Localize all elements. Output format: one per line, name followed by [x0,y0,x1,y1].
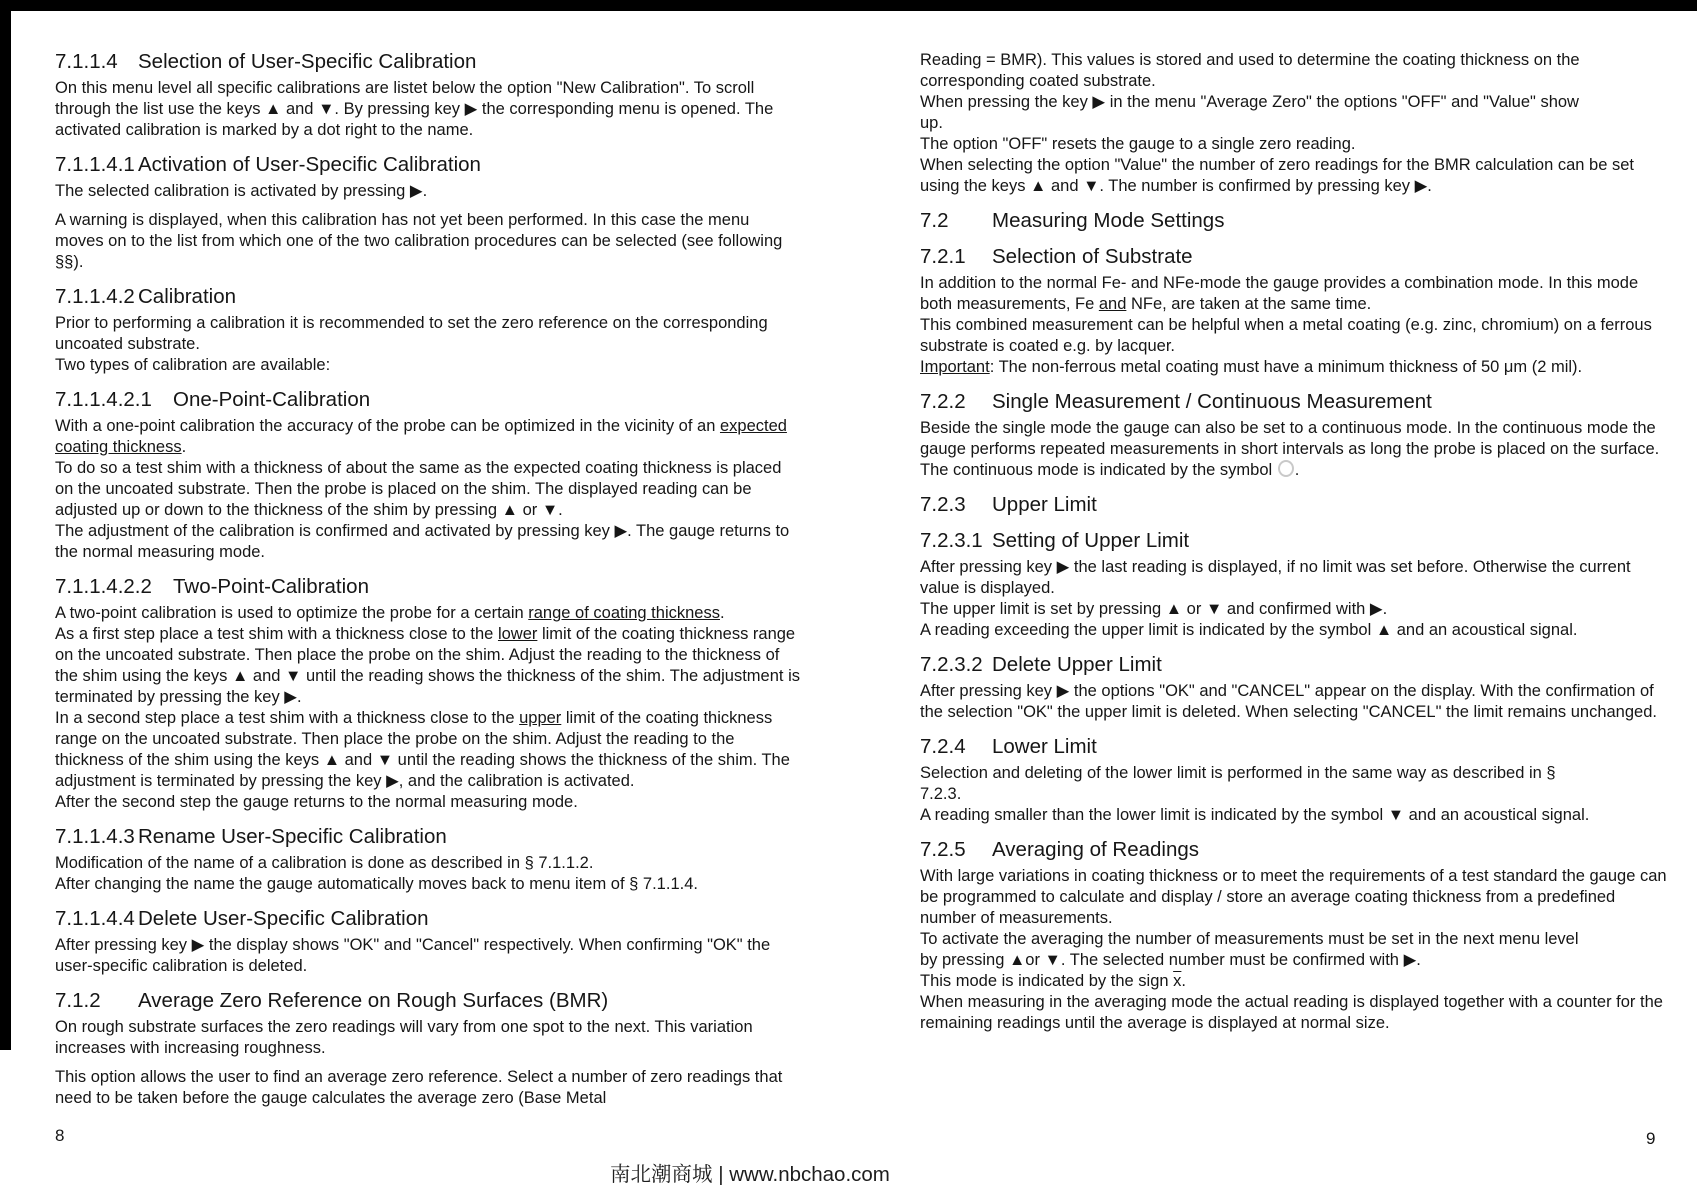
section-number: 7.1.2 [55,989,101,1012]
section-title: Rename User-Specific Calibration [138,825,447,848]
section-number: 7.2.1 [920,245,966,268]
paragraph: In addition to the normal Fe- and NFe-mode the gauge provides a combination mode. In this mode both measurements, Fe and NFe, are taken at the same time. This combined measurement can be helpful when a metal coating (e.g. zinc, chromium) on a ferrous substrate is coated e.g. by lacquer. Important: The non-ferrous metal coating must have a minimum thickness of 50 μm (2 mil). [920,274,1652,376]
section-heading [920,529,1667,553]
section-7-2-4 [920,735,1667,826]
section-heading [55,153,802,177]
section-title: Selection of User-Specific Calibration [138,50,477,73]
paragraph: Selection and deleting of the lower limit is performed in the same way as described in § 7.2.3. A reading smaller than the lower limit is indicated by the symbol ▼ and an acoustical signal. [920,764,1590,824]
section-title: Averaging of Readings [992,838,1200,861]
text-segment: range of coating thickness [528,604,720,622]
section-number: 7.2 [920,209,949,232]
section-7-2-2 [920,390,1667,481]
paragraph: The selected calibration is activated by pressing ▶. [55,182,428,200]
section-title: Lower Limit [992,735,1097,758]
text-segment: expected coating thickness [55,417,787,456]
section-heading [920,735,1667,759]
section-number: 7.1.1.4.2.2 [55,575,152,598]
paragraph: After pressing key ▶ the last reading is displayed, if no limit was set before. Otherwise the current value is displayed. The upper limit is set by pressing ▲ or ▼ and confirmed with ▶. A reading exceeding the upper limit is indicated by the symbol ▲ and an acoustical signal. [920,558,1631,639]
paragraph-continued: Reading = BMR). This values is stored and used to determine the coating thickness on the corresponding coated substrate. When pressing the key ▶ in the menu "Average Zero" the options "OFF" and "Value" show up. The option "OFF" resets the gauge to a single zero reading. When selecting the option "Value" the number of zero readings for the BMR calculation can be set using the keys ▲ and ▼. The number is confirmed by pressing key ▶. [920,51,1634,195]
left-column [55,50,802,1109]
section-heading [920,245,1667,269]
section-heading [920,838,1667,862]
section-heading [920,493,1667,517]
section-number: 7.2.3.2 [920,653,983,676]
paragraph: Beside the single mode the gauge can also be set to a continuous mode. In the continuous mode the gauge performs repeated measurements in short intervals as long the probe is placed on the surface. The continuous mode is indicated by the symbol . [920,419,1660,479]
section-title: Measuring Mode Settings [992,209,1225,232]
section-7-1-1-4-2 [55,285,802,376]
section-number: 7.1.1.4.3 [55,825,135,848]
scan-edge-left [0,0,11,1050]
section-7-1-2 [55,989,802,1109]
section-7-2-1 [920,245,1667,378]
section-title: Delete Upper Limit [992,653,1162,676]
section-7-2-3-2 [920,653,1667,723]
section-heading [55,388,802,412]
text-segment: and [1098,295,1127,313]
paragraph: On rough substrate surfaces the zero readings will vary from one spot to the next. This variation increases with increasing roughness. [55,1018,753,1057]
section-number: 7.2.4 [920,735,966,758]
section-title: Single Measurement / Continuous Measurement [992,390,1432,413]
paragraph: After pressing key ▶ the options "OK" and "CANCEL" appear on the display. With the confirmation of the selection "OK" the upper limit is deleted. When selecting "CANCEL" the limit remains unchanged. [920,682,1657,721]
paragraph: On this menu level all specific calibrations are listet below the option "New Calibration". To scroll through the list use the keys ▲ and ▼. By pressing key ▶ the corresponding menu is opened. The activated calibration is marked by a dot right to the name. [55,79,774,139]
section-7-1-1-4-3 [55,825,802,895]
section-title: Average Zero Reference on Rough Surfaces (BMR) [138,989,609,1012]
paragraph: Prior to performing a calibration it is recommended to set the zero reference on the corresponding uncoated substrate. Two types of calibration are available: [55,314,768,374]
section-heading [55,989,802,1013]
section-7-1-1-4-2-2 [55,575,802,813]
section-heading [920,390,1667,414]
paragraph: This option allows the user to find an average zero reference. Select a number of zero readings that need to be taken before the gauge calculates the average zero (Base Metal [55,1068,783,1107]
paragraph: Modification of the name of a calibration is done as described in § 7.1.1.2. After changing the name the gauge automatically moves back to menu item of § 7.1.1.4. [55,854,698,893]
section-title: One-Point-Calibration [173,388,371,411]
section-7-1-1-4-1 [55,153,802,273]
text-segment: upper [519,709,562,727]
section-heading [55,285,802,309]
section-7-2-3 [920,493,1667,517]
section-number: 7.2.3.1 [920,529,983,552]
page-number-left: 8 [55,1126,65,1145]
section-number: 7.2.2 [920,390,966,413]
section-heading [920,653,1667,677]
section-heading [55,825,802,849]
section-7-2-3-1 [920,529,1667,641]
section-heading [920,209,1667,233]
paragraph: A warning is displayed, when this calibration has not yet been performed. In this case the menu moves on to the list from which one of the two calibration procedures can be selected (see following §§). [55,211,783,271]
right-column [920,50,1667,1034]
section-title: Two-Point-Calibration [173,575,369,598]
section-number: 7.2.3 [920,493,966,516]
section-number: 7.1.1.4.1 [55,153,135,176]
watermark-footer: 南北潮商城 | www.nbchao.com [610,1163,890,1186]
paragraph: After pressing key ▶ the display shows "OK" and "Cancel" respectively. When confirming "OK" the user-specific calibration is deleted. [55,936,771,975]
section-title: Setting of Upper Limit [992,529,1190,552]
text-segment: $\overline{x}$ [1173,972,1182,990]
section-heading [55,907,802,931]
scan-edge-top [0,0,1697,11]
paragraph: With a one-point calibration the accuracy of the probe can be optimized in the vicinity of an expected coating thickness. To do so a test shim with a thickness of about the same as the expected coating thickness is placed on the uncoated substrate. Then the probe is placed on the shim. The displayed reading can be adjusted up or down to the thickness of the shim by pressing ▲ or ▼. The adjustment of the calibration is confirmed and activated by pressing key ▶. The gauge returns to the normal measuring mode. [55,417,790,561]
section-heading [55,50,802,74]
section-7-2-5 [920,838,1667,1034]
section-7-1-1-4-2-1 [55,388,802,563]
section-heading [55,575,802,599]
section-number: 7.1.1.4.4 [55,907,135,930]
continuous-mode-icon [1278,460,1294,477]
paragraph: With large variations in coating thickness or to meet the requirements of a test standard the gauge can be programmed to calculate and display / store an average coating thickness from a predefined number of measurements. To activate the averaging the number of measurements must be set in the next menu level by pressing ▲or ▼. The selected number must be confirmed with ▶. This mode is indicated by the sign $\overline{x}$. When measuring in the averaging mode the actual reading is displayed together with a counter for the remaining readings until the average is displayed at normal size. [920,867,1667,1032]
section-title: Delete User-Specific Calibration [138,907,429,930]
section-title: Selection of Substrate [992,245,1193,268]
section-7-1-1-4-4 [55,907,802,977]
text-segment: lower [497,625,538,643]
section-number: 7.1.1.4.2 [55,285,135,308]
section-7-1-1-4 [55,50,802,141]
page-number-right: 9 [1646,1129,1656,1148]
section-title: Calibration [138,285,236,308]
text-segment: Important [920,358,990,376]
section-7-2 [920,209,1667,233]
section-number: 7.1.1.4 [55,50,118,73]
section-title: Activation of User-Specific Calibration [138,153,481,176]
section-number: 7.2.5 [920,838,966,861]
section-title: Upper Limit [992,493,1097,516]
section-number: 7.1.1.4.2.1 [55,388,152,411]
paragraph: A two-point calibration is used to optimize the probe for a certain range of coating thickness. As a first step place a test shim with a thickness close to the lower limit of the coating thickness range on the uncoated substrate. Then place the probe on the shim. Adjust the reading to the thickness of the shim using the keys ▲ and ▼ until the reading shows the thickness of the shim. The adjustment is terminated by pressing the key ▶. In a second step place a test shim with a thickness close to the upper limit of the coating thickness range on the uncoated substrate. Then place the probe on the shim. Adjust the reading to the thickness of the shim using the keys ▲ and ▼ until the reading shows the thickness of the shim. The adjustment is terminated by pressing the key ▶, and the calibration is activated. After the second step the gauge returns to the normal measuring mode. [55,604,800,811]
